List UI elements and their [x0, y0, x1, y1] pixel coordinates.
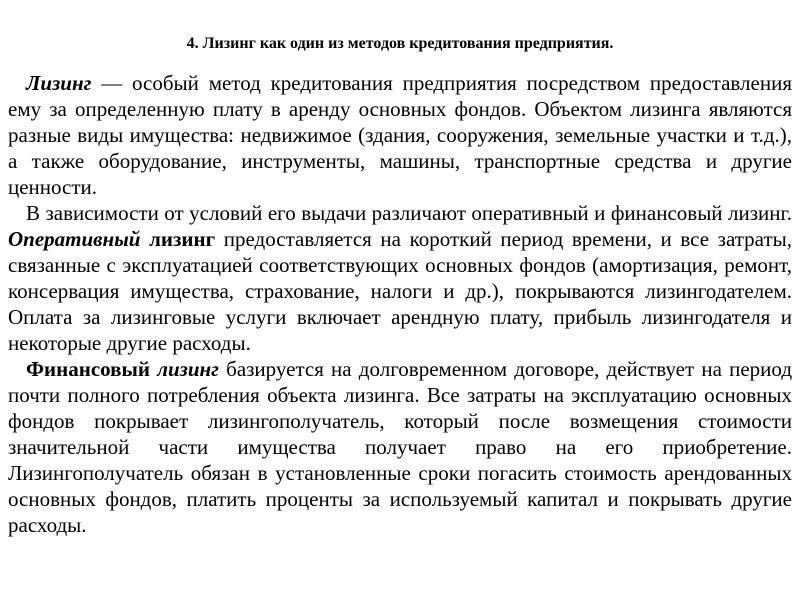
paragraph-leasing-definition [8, 70, 792, 200]
term-leasing-italic: лизинг [157, 357, 219, 381]
body-text [8, 70, 792, 538]
term-financial: Финансовый [26, 357, 150, 381]
paragraph-text: базируется на долговременном договоре, действует на период почти полного потребления объекта лизинга. Все затраты на эксплуатацию основных фондов покрывает лизингополучатель, который после возмещения стоимости значительной части имущества получает право на его приобретение. Лизингополучатель обязан в установленные сроки погасить стоимость арендованных основных фондов, платить проценты за используемый капитал и покрывать другие расходы. [8, 357, 793, 537]
term-space [140, 227, 149, 251]
term-leasing-bold: лизинг [149, 227, 216, 251]
paragraph-operative-leasing [8, 200, 792, 356]
paragraph-text: В зависимости от условий его выдачи различают оперативный и финансовый лизинг. [26, 201, 792, 225]
term-operative: Оперативный [8, 227, 141, 251]
term-leasing: Лизинг [26, 71, 92, 95]
paragraph-text: предоставляется на короткий период времени, и все затраты, связанные с эксплуатацией соответствующих основных фондов (амортизация, ремонт, консервация имущества, страхование, налоги и др.), покрываются лизингодателем. Оплата за лизинговые услуги включает арендную плату, прибыль лизингодателя и некоторые другие расходы. [8, 227, 792, 355]
page-title: 4. Лизинг как один из методов кредитования предприятия. [186, 35, 614, 52]
paragraph-text: — особый метод кредитования предприятия посредством предоставления ему за определенную плату в аренду основных фондов. Объектом лизинга являются разные виды имущества: недвижимое (здания, сооружения, земельные участки и т.д.), а также оборудование, инструменты, машины, транспортные средства и другие ценности. [8, 71, 792, 199]
paragraph-financial-leasing [8, 356, 792, 538]
